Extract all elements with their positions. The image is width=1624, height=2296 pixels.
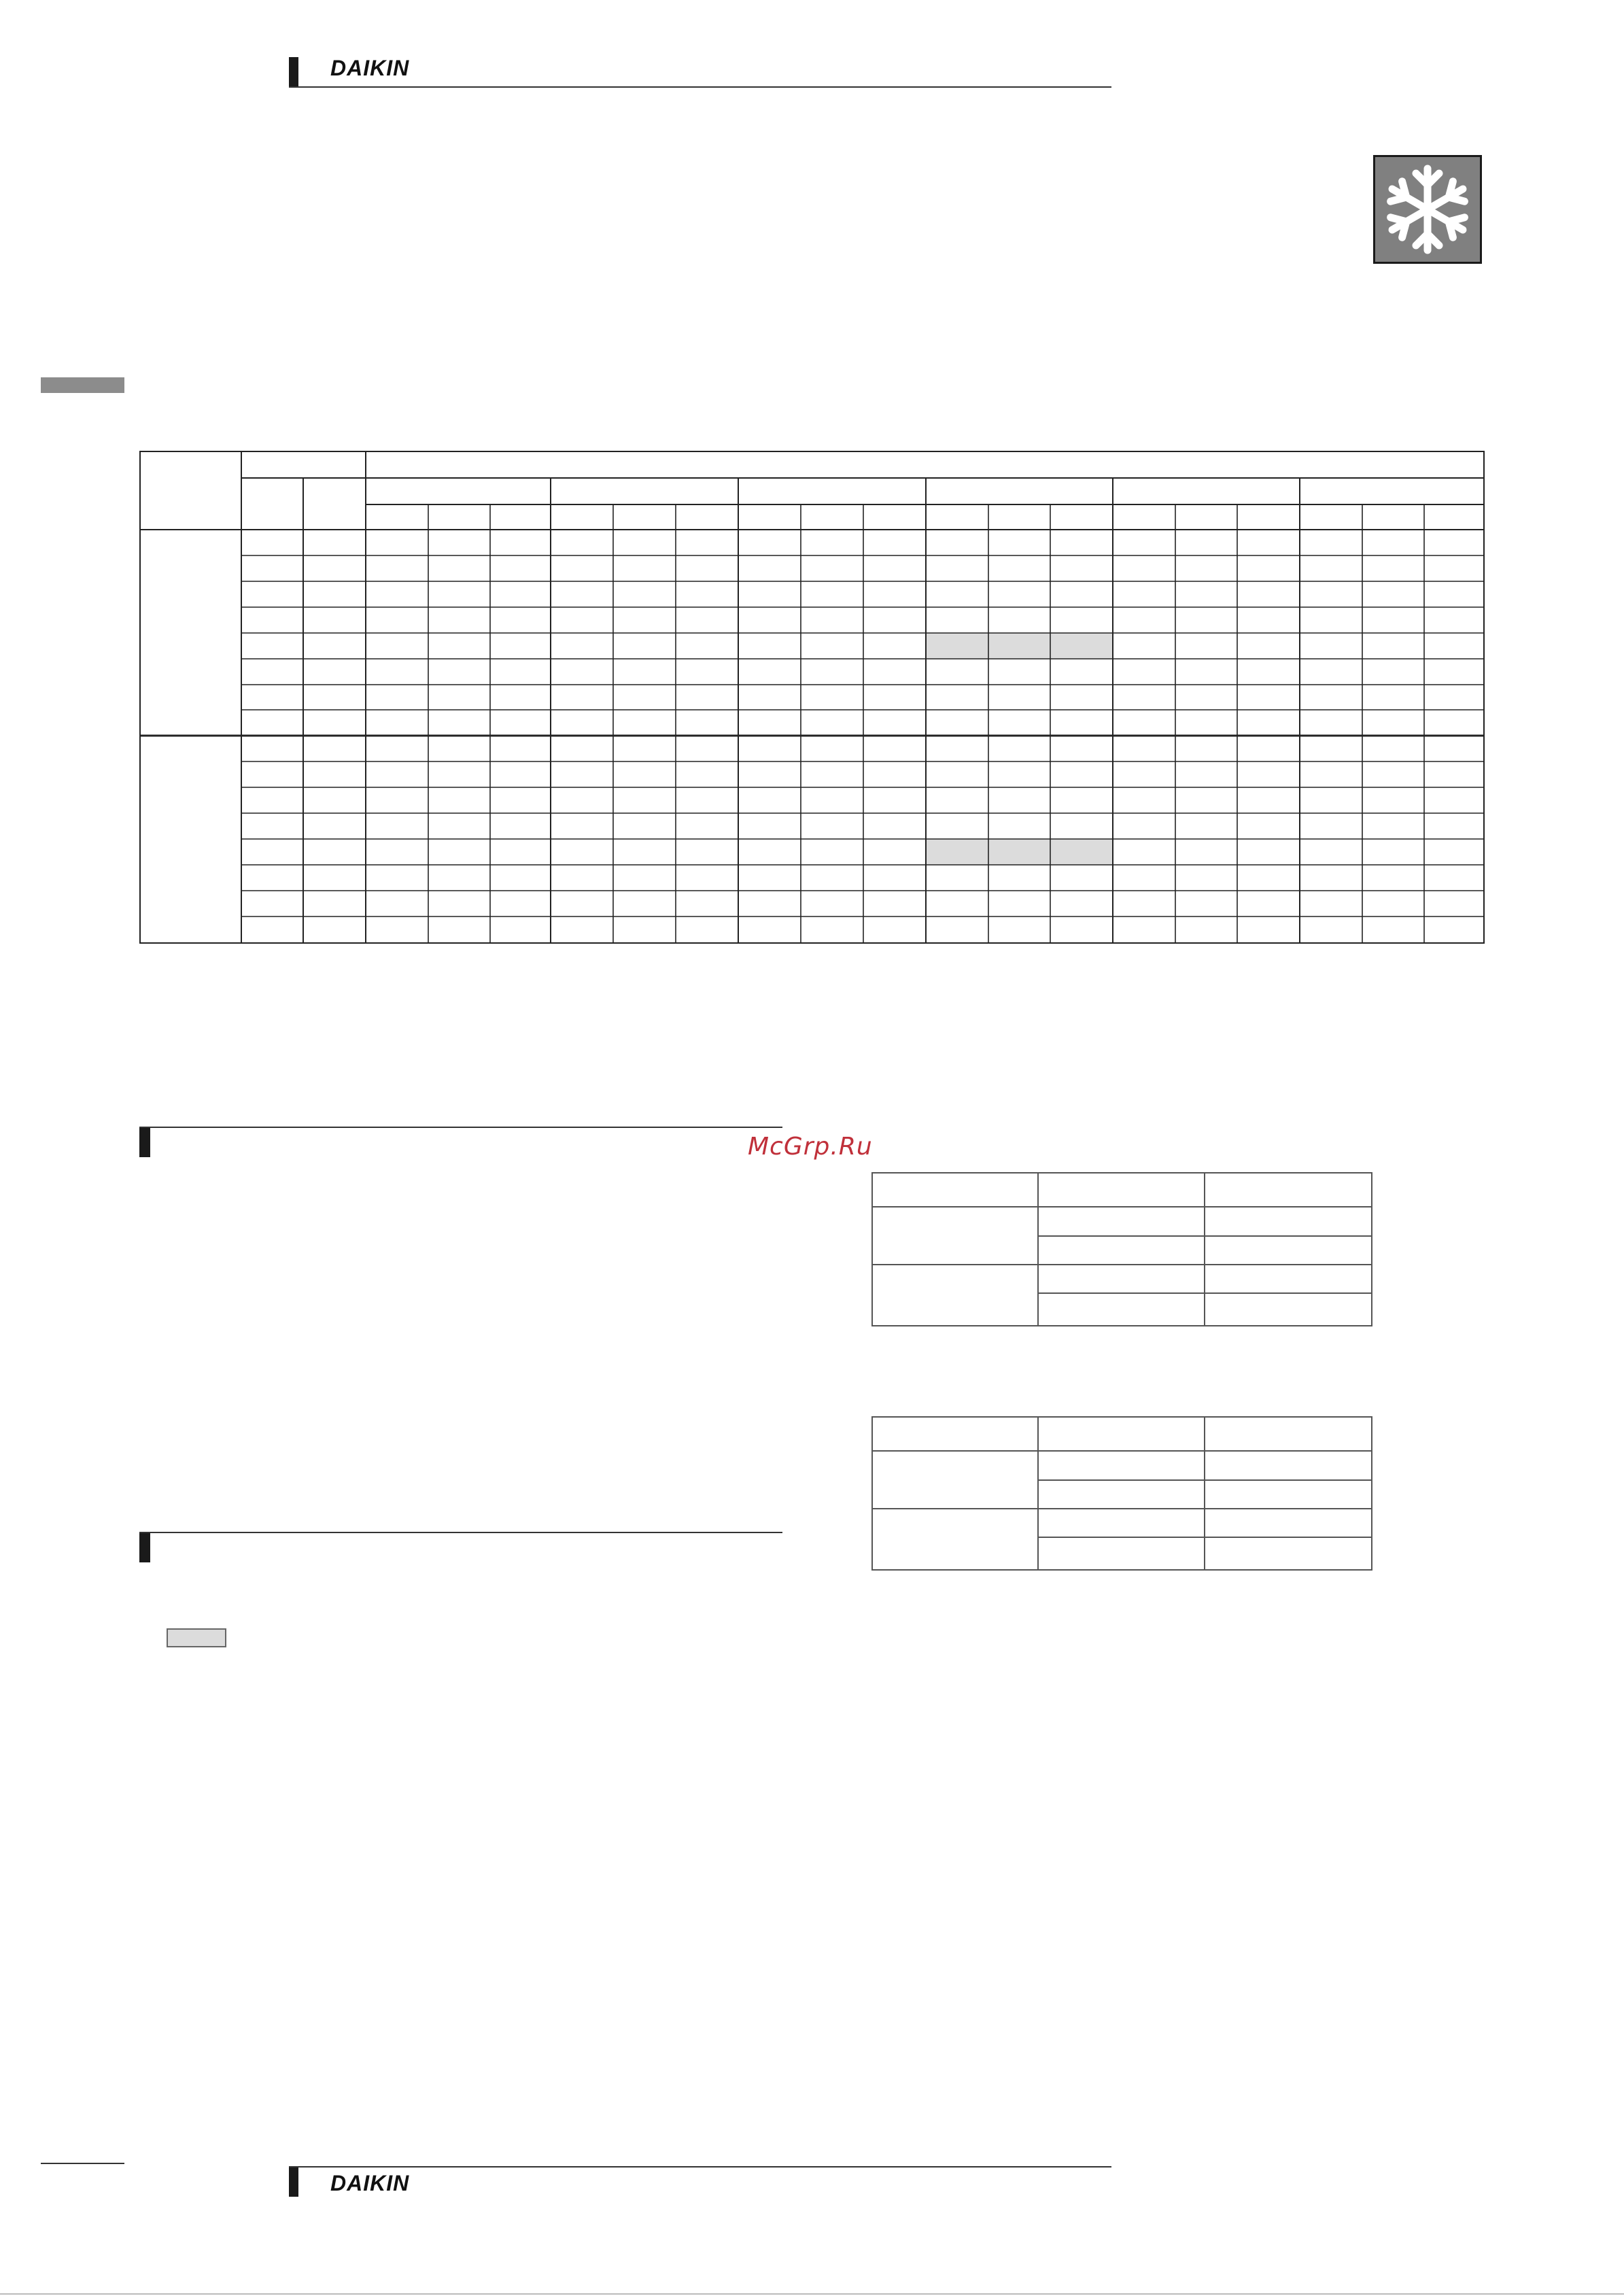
header-brand-logo: DAIKIN	[330, 56, 410, 80]
section-side-tab	[41, 377, 124, 393]
header-rule	[289, 86, 1111, 88]
right-table-1	[871, 1172, 1373, 1327]
footer-brand-logo: DAIKIN	[330, 2171, 410, 2195]
footer-rule	[289, 2166, 1111, 2168]
page-bottom-rule	[0, 2293, 1624, 2295]
right-table-2	[871, 1416, 1373, 1571]
section-1-rule	[139, 1127, 782, 1128]
shaded-cells	[926, 633, 1113, 865]
footer-left-rule	[41, 2163, 124, 2164]
watermark-text: McGrp.Ru	[748, 1133, 873, 1161]
section-2-accent-bar	[139, 1532, 150, 1562]
section-2-rule	[139, 1532, 782, 1533]
shaded-legend-swatch	[167, 1628, 226, 1647]
snowflake-icon	[1373, 155, 1482, 264]
capacity-table	[139, 451, 1485, 944]
section-1-accent-bar	[139, 1127, 150, 1157]
header-accent-bar	[289, 57, 298, 87]
footer-accent-bar	[289, 2167, 298, 2197]
